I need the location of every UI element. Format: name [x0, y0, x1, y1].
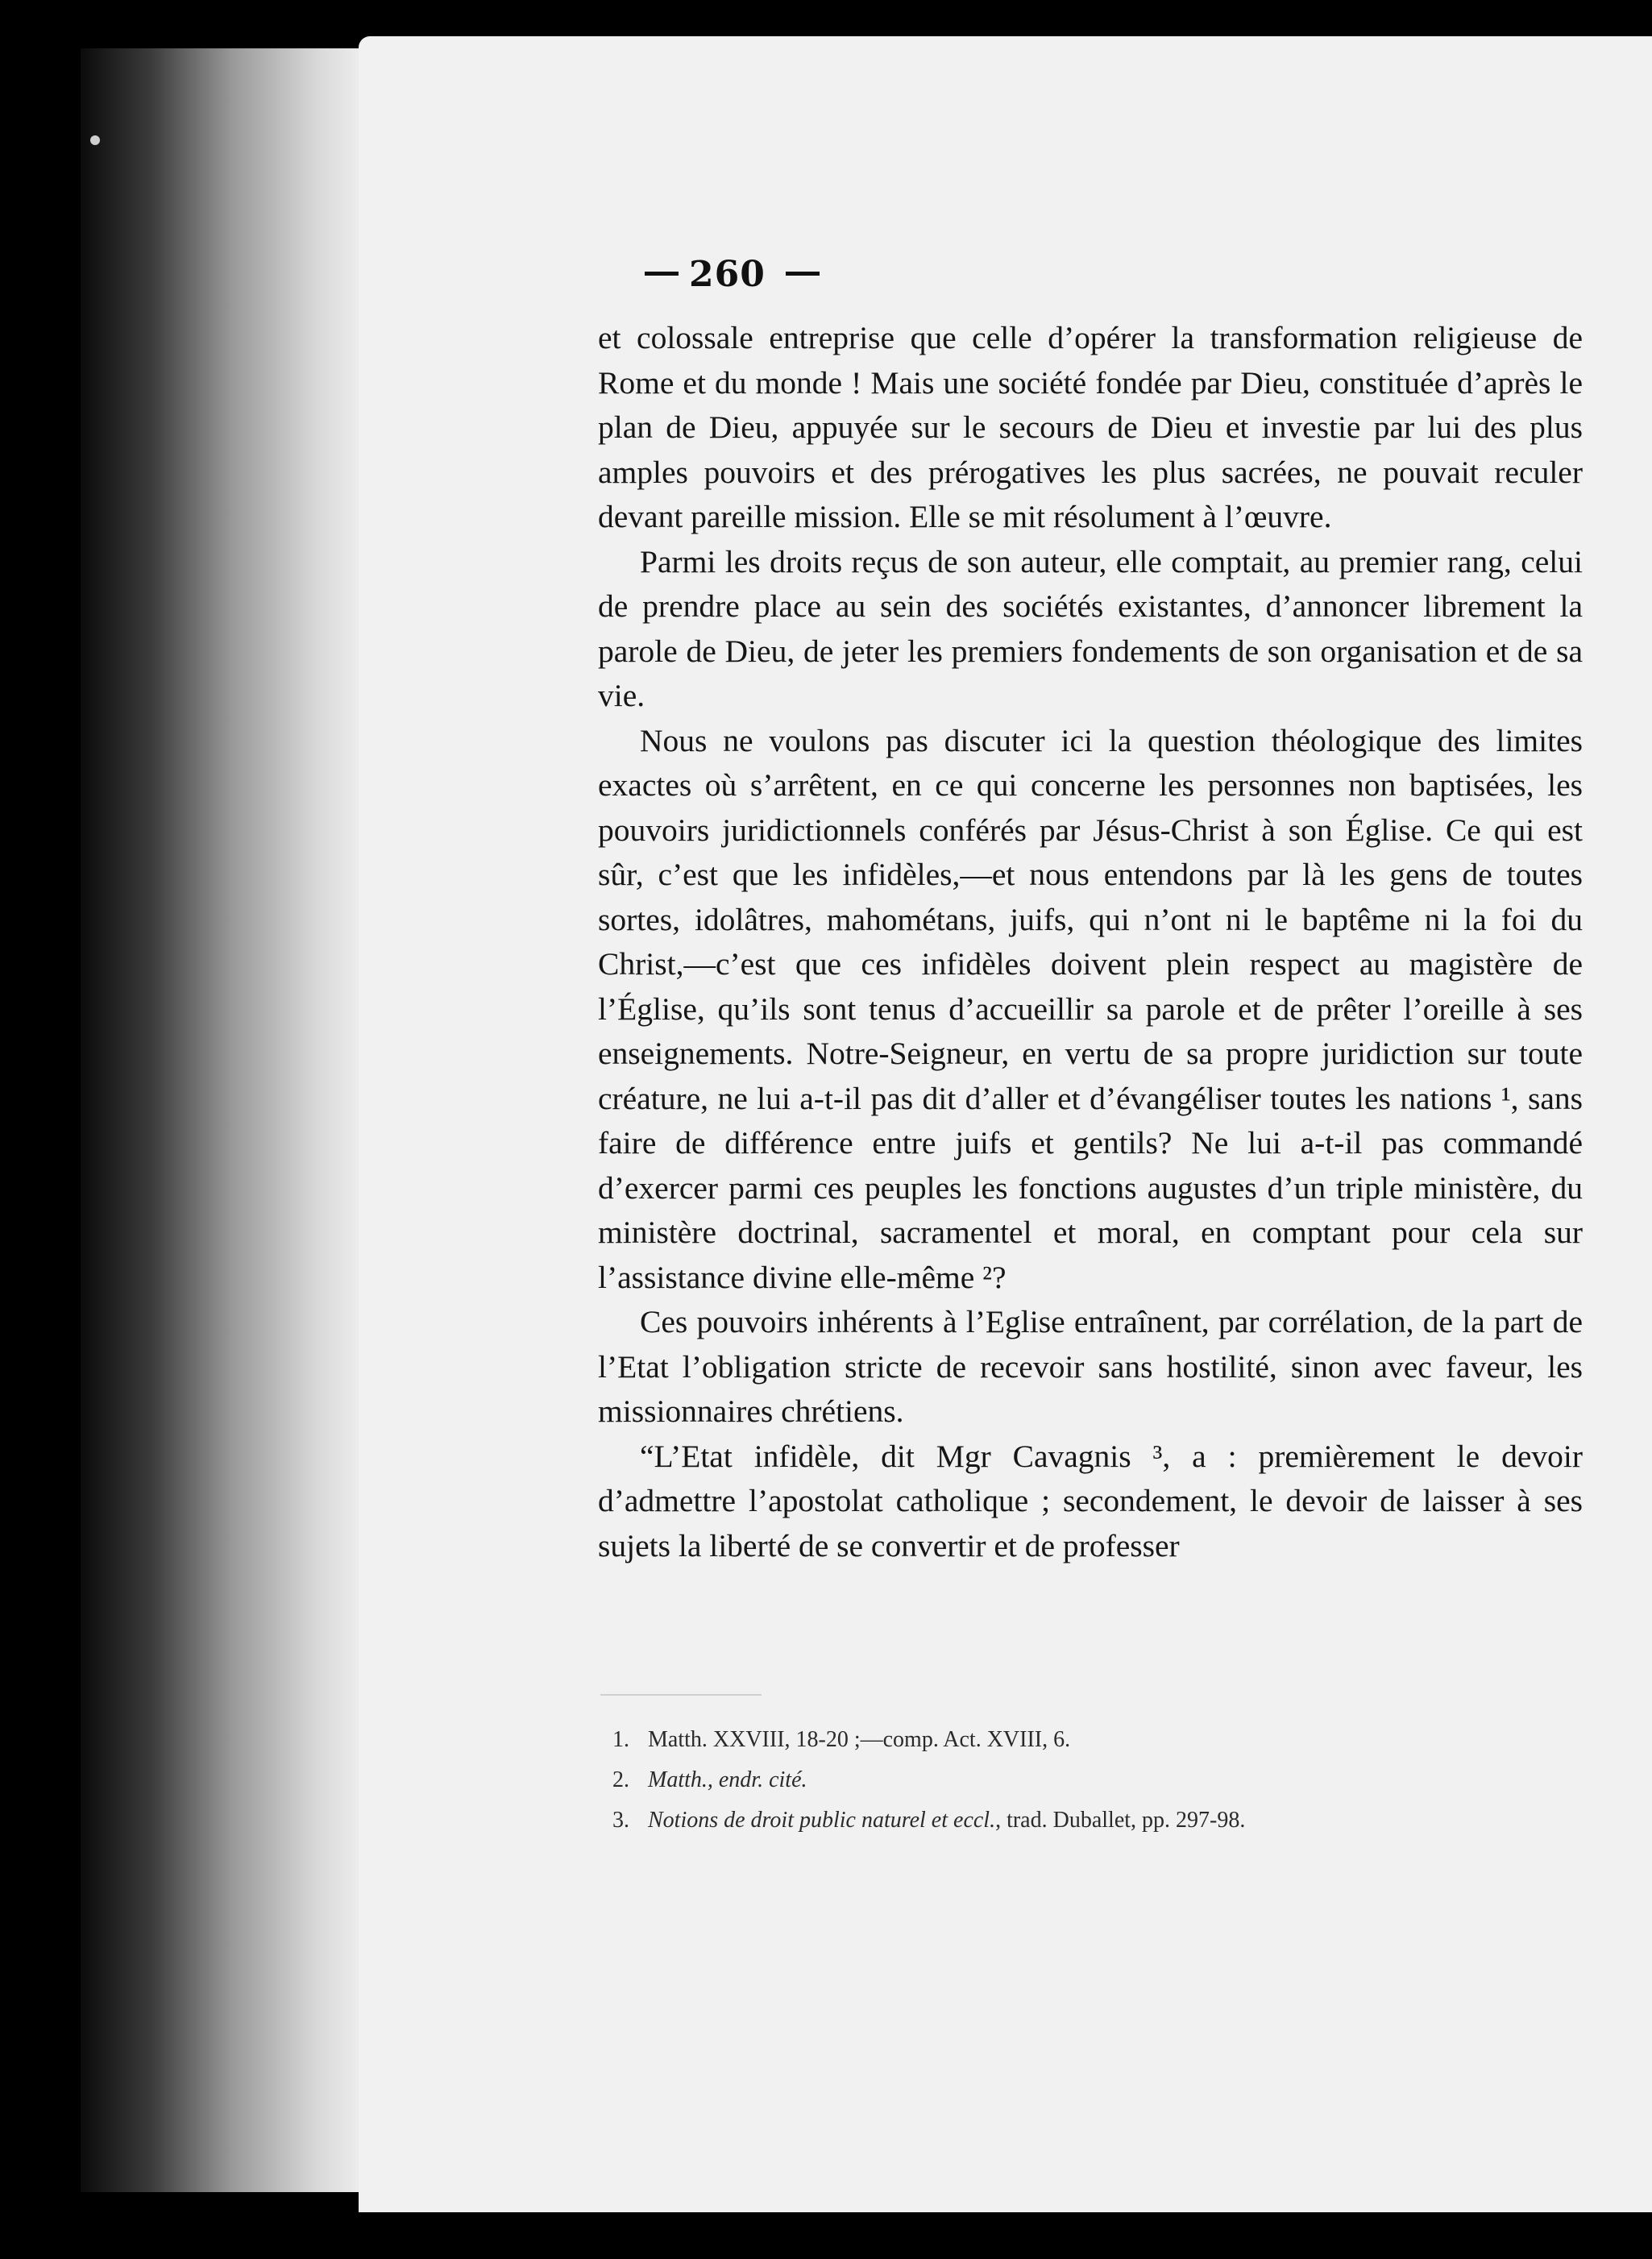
footnote	[612, 1800, 1579, 1841]
paragraph: Nous ne voulons pas discuter ici la question théologique des limites exactes où s’arrêtent, en ce qui concerne les personnes non baptisées, les pouvoirs juridictionnels conférés par Jésus-Christ à son Église. Ce qui est sûr, c’est que les infidèles,—et nous entendons par là les gens de toutes sortes, idolâtres, mahométans, juifs, qui n’ont ni le baptême ni la foi du Christ,—c’est que ces infidèles doivent plein respect au magistère de l’Église, qu’ils sont tenus d’accueillir sa parole et de prêter l’oreille à ses enseignements. Notre-Seigneur, en vertu de sa propre juridiction sur toute créature, ne lui a-t-il pas dit d’aller et d’évangéliser toutes les nations ¹, sans faire de différence entre juifs et gentils? Ne lui a-t-il pas commandé d’exercer parmi ces peuples les fonctions augustes d’un triple ministère, du ministère doctrinal, sacramentel et moral, en comptant pour cela sur l’assistance divine elle-même ²?	[598, 722, 1583, 1295]
book-fore-edge	[81, 48, 359, 2192]
paragraph: Ces pouvoirs inhérents à l’Eglise entraînent, par corrélation, de la part de l’Etat l’obligation stricte de recevoir sans hostilité, sinon avec faveur, les missionnaires chrétiens.	[598, 1304, 1583, 1429]
footnote-title: Notions de droit public naturel et eccl.	[648, 1808, 996, 1833]
paragraph: et colossale entreprise que celle d’opérer la transformation religieuse de Rome et du monde ! Mais une société fondée par Dieu, constituée d’après le plan de Dieu, appuyée sur le secours de Dieu et investie par lui des plus amples pouvoirs et des prérogatives les plus sacrées, ne pouvait reculer devant pareille mission. Elle se mit résolument à l’œuvre.	[598, 320, 1583, 534]
footnote	[612, 1720, 1579, 1760]
footnote-number: 1.	[612, 1727, 629, 1752]
footnote-number: 2.	[612, 1767, 629, 1792]
scan-speck	[90, 135, 100, 145]
footnote-number: 3.	[612, 1808, 629, 1833]
footnote-divider	[600, 1694, 762, 1696]
footnote-text: Matth., endr. cité.	[648, 1767, 807, 1792]
paragraph: “L’Etat infidèle, dit Mgr Cavagnis ³, a : premièrement le devoir d’admettre l’apostolat catholique ; secondement, le devoir de laisser à ses sujets la liberté de se convertir et de professer	[598, 1438, 1583, 1563]
footnote	[612, 1760, 1579, 1800]
header-dash-right	[786, 272, 820, 276]
header-dash-left	[645, 272, 679, 276]
paragraph: Parmi les droits reçus de son auteur, elle comptait, au premier rang, celui de prendre place au sein des sociétés existantes, d’annoncer librement la parole de Dieu, de jeter les premiers fondements de son organisation et de sa vie.	[598, 543, 1583, 713]
page-number: 260	[689, 254, 766, 295]
footnote-text: Matth. XXVIII, 18-20 ;—comp. Act. XVIII, 6.	[648, 1727, 1071, 1752]
body-text	[598, 316, 1583, 1568]
footnote-text: , trad. Duballet, pp. 297-98.	[995, 1808, 1246, 1833]
footnotes	[612, 1720, 1579, 1841]
